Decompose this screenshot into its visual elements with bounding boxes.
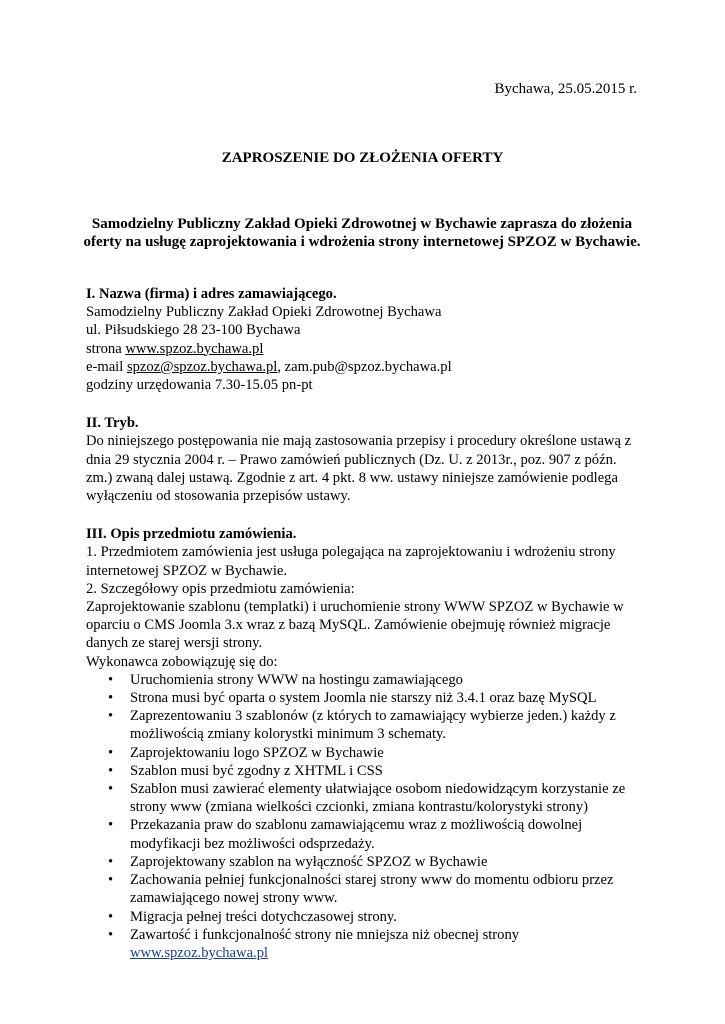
list-item: • Strona musi być oparta o system Joomla nie starszy niż 3.4.1 oraz bazę MySQL	[108, 690, 597, 707]
intro-line: Samodzielny Publiczny Zakład Opieki Zdrowotnej w Bychawie zaprasza do złożenia	[91, 216, 633, 232]
website-link[interactable]: www.spzoz.bychawa.pl	[130, 944, 269, 961]
bullet-icon: •	[108, 762, 114, 779]
bullet-icon: •	[108, 744, 114, 761]
list-item: • Zaprezentowaniu 3 szablonów (z których to zamawiający wybierze jeden.) każdy z możliwością zmiany kolorystki minimum 3 schematy.	[108, 708, 616, 743]
section-heading: II. Tryb.	[86, 415, 139, 432]
intro-line: oferty na usługę zaprojektowania i wdrożenia strony internetowej SPZOZ w Bychawie.	[83, 234, 641, 250]
bullet-icon: •	[108, 872, 114, 889]
list-item: • Zawartość i funkcjonalność strony nie mniejsza niż obecnej strony www.spzoz.bychawa.pl	[86, 926, 640, 962]
paragraph-line: internetowej SPZOZ w Bychawie.	[86, 562, 288, 579]
website-link[interactable]: www.spzoz.bychawa.pl	[125, 340, 264, 357]
list-item: • Przekazania praw do szablonu zamawiającemu wraz z możliwością dowolnej modyfikacji bez możliwości odsprzedaży.	[108, 817, 583, 852]
obligations-intro: Wykonawca zobowiązuję się do:	[86, 653, 278, 670]
bullet-icon: •	[108, 853, 114, 870]
obligations-list	[86, 671, 640, 962]
website-label: strona	[86, 340, 126, 357]
paragraph-line: Do niniejszego postępowania nie mają zastosowania przepisy i procedury określone ustawą z	[86, 433, 632, 450]
bullet-icon: •	[108, 708, 114, 725]
org-address: ul. Piłsudskiego 28 23-100 Bychawa	[86, 322, 301, 339]
paragraph-line: Zaprojektowanie szablonu (templatki) i uruchomienie strony WWW SPZOZ w Bychawie w	[86, 599, 624, 616]
list-item: • Migracja pełnej treści dotychczasowej strony.	[108, 908, 397, 925]
bullet-icon: •	[108, 926, 114, 943]
bullet-icon: •	[108, 781, 114, 798]
list-item: • Zaprojektowany szablon na wyłączność SPZOZ w Bychawie	[108, 853, 488, 870]
document-title: ZAPROSZENIE DO ZŁOŻENIA OFERTY	[221, 150, 504, 166]
paragraph-line: wyłączeniu od stosowania przepisów ustawy.	[86, 488, 351, 505]
email-link[interactable]: spzoz@spzoz.bychawa.pl	[126, 358, 278, 375]
office-hours: godziny urzędowania 7.30-15.05 pn-pt	[86, 377, 313, 394]
org-email	[86, 358, 640, 376]
list-item: • Zaprojektowaniu logo SPZOZ w Bychawie	[108, 744, 384, 761]
document-date: Bychawa, 25.05.2015 r.	[494, 81, 637, 97]
list-item: • Szablon musi być zgodny z XHTML i CSS	[108, 762, 383, 779]
paragraph-line: 2. Szczegółowy opis przedmiotu zamówienia:	[86, 580, 355, 597]
bullet-icon: •	[108, 671, 114, 688]
org-name: Samodzielny Publiczny Zakład Opieki Zdrowotnej Bychawa	[86, 304, 442, 321]
list-item: • Uruchomienia strony WWW na hostingu zamawiającego	[108, 671, 463, 688]
bullet-icon: •	[108, 817, 114, 834]
list-item: • Zachowania pełniej funkcjonalności starej strony www do momentu odbioru przez zamawiającego nowej strony www.	[108, 872, 614, 907]
email-label: e-mail	[86, 358, 127, 375]
paragraph-line: 1. Przedmiotem zamówienia jest usługa polegająca na zaprojektowaniu i wdrożeniu strony	[86, 544, 616, 561]
paragraph-line: dnia 29 stycznia 2004 r. – Prawo zamówień publicznych (Dz. U. z 2013r., poz. 907 z późn.	[86, 451, 617, 468]
org-website	[86, 340, 640, 358]
document-body	[86, 285, 640, 962]
email-secondary: , zam.pub@spzoz.bychawa.pl	[277, 358, 452, 375]
intro-paragraph	[82, 215, 642, 251]
bullet-icon: •	[108, 690, 114, 707]
section-heading: III. Opis przedmiotu zamówienia.	[86, 526, 297, 543]
paragraph-line: zm.) zwaną dalej ustawą. Zgodnie z art. 4 pkt. 8 ww. ustawy niniejsze zamówienie podlega	[86, 469, 618, 486]
paragraph-line: oparciu o CMS Joomla 3.x wraz z bazą MySQL. Zamówienie obejmuję również migracje	[86, 617, 611, 634]
section-heading: I. Nazwa (firma) i adres zamawiającego.	[86, 286, 337, 302]
list-item: • Szablon musi zawierać elementy ułatwiające osobom niedowidzącym korzystanie ze strony www (zmiana wielkości czcionki, zmiana kontrastu/kolorystyki strony)	[108, 781, 626, 816]
bullet-icon: •	[108, 908, 114, 925]
paragraph-line: danych ze starej wersji strony.	[86, 635, 263, 652]
